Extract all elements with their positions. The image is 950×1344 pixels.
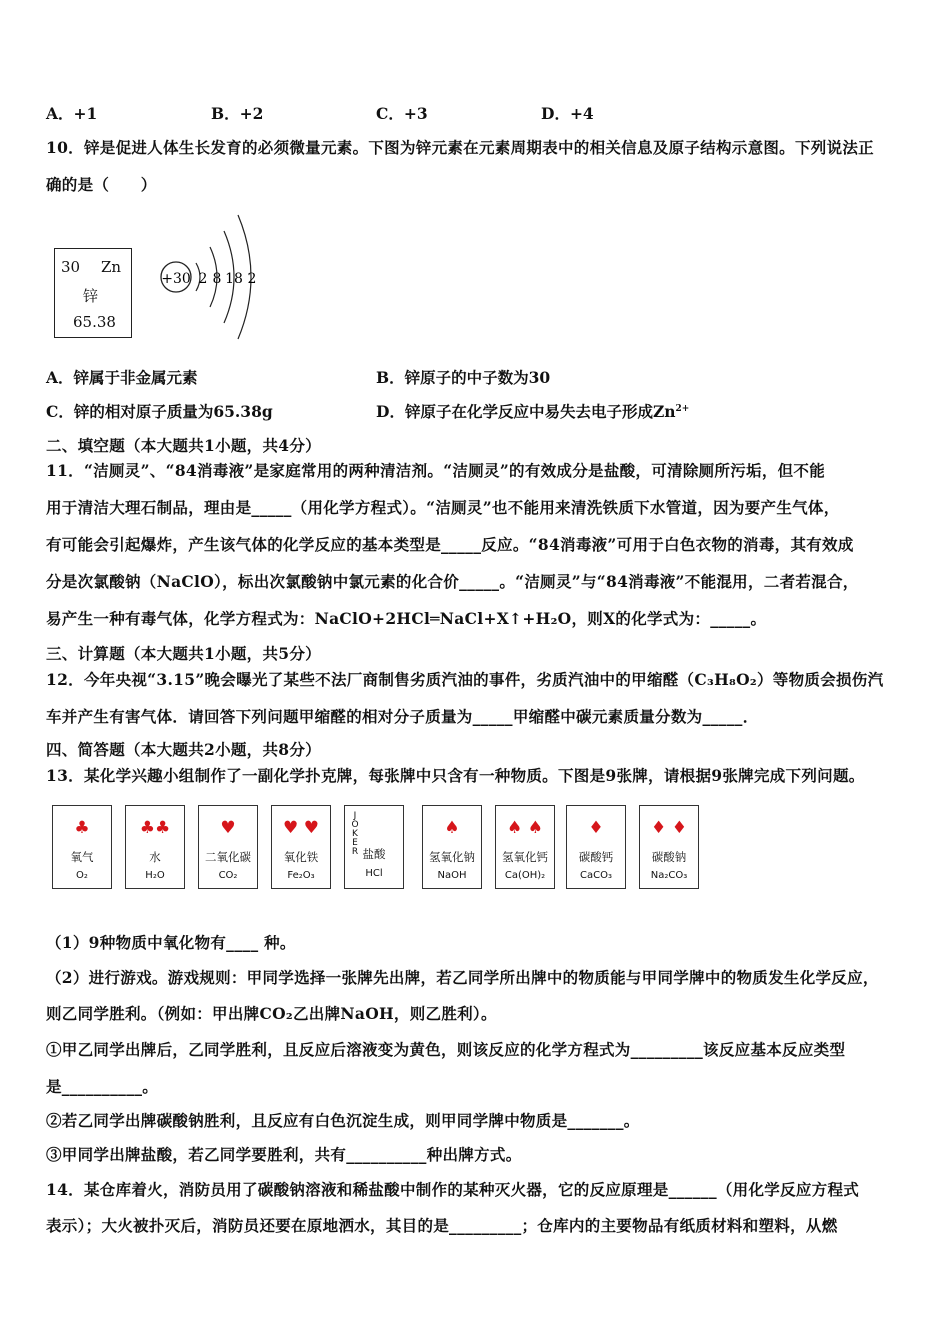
atomic-number: 30: [61, 258, 81, 276]
shell-3-count: 18: [225, 271, 243, 287]
card-formula: Ca(OH)₂: [504, 870, 546, 881]
diamond-icon: ♦ ♦: [651, 818, 687, 838]
atom-structure-diagram: [150, 205, 270, 345]
spade-icon: ♠: [444, 818, 460, 838]
card-name: 氢氧化钠: [429, 850, 475, 864]
q14-line2: 表示）；大火被扑灭后，消防员还要在原地洒水，其目的是_________；仓库内的主要物品有纸质材料和塑料，从燃: [46, 1216, 838, 1235]
card-calcium-carbonate: [566, 805, 626, 889]
nucleus-charge: +30: [161, 271, 191, 287]
section-4-heading: 四、简答题（本大题共2小题，共8分）: [46, 740, 321, 759]
element-symbol: Zn: [101, 258, 122, 276]
q9-option-d: D．+4: [541, 104, 594, 123]
q12-line2: 车并产生有害气体．请回答下列问题甲缩醛的相对分子质量为_____甲缩醛中碳元素质量分数为_____．: [46, 707, 759, 726]
q11-line5: 易产生一种有毒气体，化学方程式为：NaClO+2HCl═NaCl+X↑+H₂O，则X的化学式为：_____。: [46, 609, 767, 628]
q13-part1-line1: ①甲乙同学出牌后，乙同学胜利，且反应后溶液变为黄色，则该反应的化学方程式为_________该反应基本反应类型: [46, 1040, 846, 1059]
q13-part2: ②若乙同学出牌碳酸钠胜利，且反应有白色沉淀生成，则甲同学牌中物质是_______。: [46, 1111, 640, 1130]
q9-option-b: B．+2: [211, 104, 264, 123]
q11-line4: 分是次氯酸钠（NaClO），标出次氯酸钠中氯元素的化合价_____。“洁厕灵”与“84消毒液”不能混用，二者若混合，: [46, 572, 859, 591]
club-icon: ♣: [74, 818, 90, 838]
q10-option-a: A．锌属于非金属元素: [46, 368, 198, 387]
section-3-heading: 三、计算题（本大题共1小题，共5分）: [46, 644, 321, 663]
card-name: 碳酸钙: [578, 850, 614, 864]
card-name: 水: [149, 850, 161, 864]
element-cell-zn: [54, 248, 132, 338]
spade-icon: ♠ ♠: [507, 818, 543, 838]
joker-label: J O K E R: [351, 811, 359, 857]
q13-sub2-line2: 则乙同学胜利。（例如：甲出牌CO₂乙出牌NaOH，则乙胜利）。: [46, 1004, 497, 1023]
q13-sub1: （1）9种物质中氧化物有____ 种。: [46, 933, 296, 952]
card-calcium-hydroxide: [495, 805, 555, 889]
element-name: 锌: [83, 287, 99, 305]
q10-option-d-text: D．锌原子在化学反应中易失去电子形成Zn: [376, 402, 676, 421]
heart-icon: ♥ ♥: [283, 818, 319, 838]
card-formula: CO₂: [218, 870, 238, 881]
card-name: 二氧化碳: [205, 850, 251, 864]
card-carbon-dioxide: [198, 805, 258, 889]
q10-option-d: [376, 400, 689, 422]
q13-sub2-line1: （2）进行游戏。游戏规则：甲同学选择一张牌先出牌，若乙同学所出牌中的物质能与甲同学牌中的物质发生化学反应，: [46, 968, 879, 987]
heart-icon: ♥: [220, 818, 236, 838]
card-sodium-hydroxide: [422, 805, 482, 889]
card-name: 盐酸: [362, 847, 386, 861]
card-name: 碳酸钠: [651, 850, 687, 864]
q10-stem-line1: 10．锌是促进人体生长发育的必须微量元素。下图为锌元素在元素周期表中的相关信息及原子结构示意图。下列说法正: [46, 138, 874, 157]
card-sodium-carbonate: [639, 805, 699, 889]
card-oxygen: [52, 805, 112, 889]
card-iron-oxide: [271, 805, 331, 889]
diamond-icon: ♦: [588, 818, 604, 838]
card-hydrochloric-acid: [344, 805, 404, 889]
card-name: 氧气: [70, 850, 94, 864]
q11-line2: 用于清洁大理石制品，理由是_____（用化学方程式）。“洁厕灵”也不能用来清洗铁质下水管道，因为要产生气体，: [46, 498, 840, 517]
q13-part3: ③甲同学出牌盐酸，若乙同学要胜利，共有__________种出牌方式。: [46, 1145, 522, 1164]
q9-option-c: C．+3: [376, 104, 428, 123]
card-formula: HCl: [365, 868, 383, 879]
q13-intro: 13．某化学兴趣小组制作了一副化学扑克牌，每张牌中只含有一种物质。下图是9张牌，请根据9张牌完成下列问题。: [46, 766, 865, 785]
card-name: 氢氧化钙: [502, 850, 548, 864]
club-icon: ♣♣: [139, 818, 171, 838]
card-formula: H₂O: [145, 870, 165, 881]
card-formula: O₂: [76, 870, 88, 881]
q10-option-c: C．锌的相对原子质量为65.38g: [46, 402, 273, 421]
q11-line1: 11．“洁厕灵”、“84消毒液”是家庭常用的两种清洁剂。“洁厕灵”的有效成分是盐酸，可清除厕所污垢，但不能: [46, 461, 826, 480]
atomic-mass: 65.38: [73, 313, 116, 331]
card-formula: Fe₂O₃: [287, 870, 315, 881]
q10-stem-line2: 确的是（ ）: [46, 175, 157, 194]
q14-line1: 14．某仓库着火，消防员用了碳酸钠溶液和稀盐酸中制作的某种灭火器，它的反应原理是______（用化学反应方程式: [46, 1180, 860, 1199]
shell-4-count: 2: [247, 271, 257, 287]
shell-1-count: 2: [198, 271, 208, 287]
q13-part1-line2: 是__________。: [46, 1077, 159, 1096]
shell-2-count: 8: [212, 271, 222, 287]
q11-line3: 有可能会引起爆炸，产生该气体的化学反应的基本类型是_____反应。“84消毒液”可用于白色衣物的消毒，其有效成: [46, 535, 854, 554]
q12-line1: 12．今年央视“3.15”晚会曝光了某些不法厂商制售劣质汽油的事件，劣质汽油中的甲缩醛（C₃H₈O₂）等物质会损伤汽: [46, 670, 884, 689]
card-formula: NaOH: [437, 870, 467, 881]
card-water: [125, 805, 185, 889]
card-formula: CaCO₃: [580, 870, 612, 881]
q10-option-b: B．锌原子的中子数为30: [376, 368, 551, 387]
card-name: 氧化铁: [283, 850, 319, 864]
q9-option-a: A．+1: [46, 104, 98, 123]
card-formula: Na₂CO₃: [650, 870, 688, 881]
section-2-heading: 二、填空题（本大题共1小题，共4分）: [46, 436, 321, 455]
q10-option-d-charge: 2+: [675, 403, 690, 414]
